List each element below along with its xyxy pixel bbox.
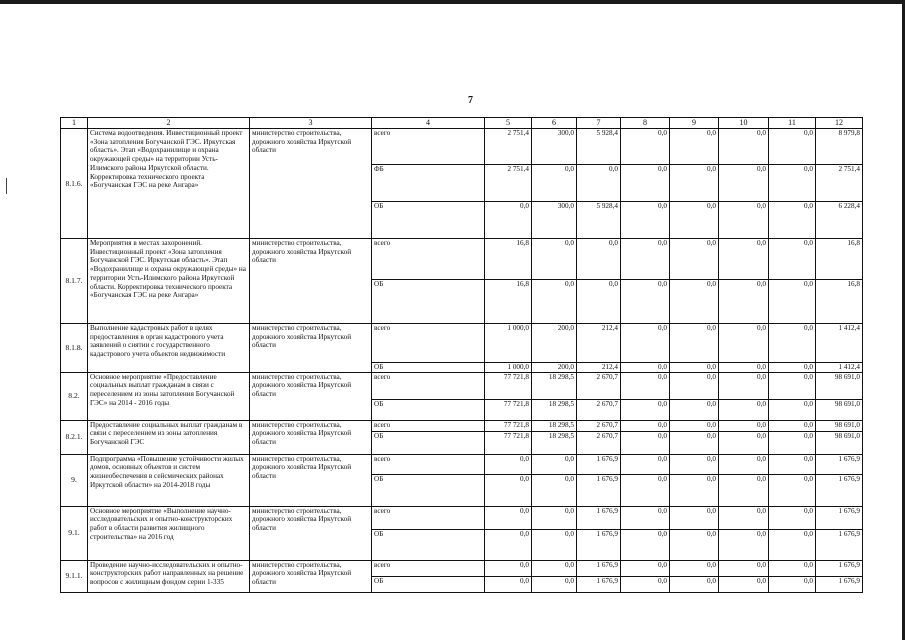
value-cell: 1 676,9: [577, 506, 621, 529]
item-name: Предоставление социальных выплат гражданам в связи с переселением из зоны затопления Богучанской ГЭС: [88, 420, 250, 454]
value-cell: 0,0: [769, 506, 816, 529]
value-cell: 1 000,0: [485, 323, 532, 362]
value-cell: 0,0: [670, 506, 719, 529]
funding-source: всего: [372, 454, 485, 474]
funding-source: ОБ: [372, 431, 485, 454]
value-cell: 0,0: [621, 431, 670, 454]
item-executor: министерство строительства, дорожного хозяйства Иркутской области: [250, 420, 372, 454]
column-header: 6: [532, 118, 577, 129]
total-value: 1 412,4: [816, 362, 863, 372]
column-header: 11: [769, 118, 816, 129]
table-row: [61, 238, 863, 279]
item-code: 8.2.1.: [61, 420, 88, 454]
value-cell: 0,0: [719, 362, 769, 372]
value-cell: 0,0: [719, 164, 769, 201]
item-executor: министерство строительства, дорожного хозяйства Иркутской области: [250, 238, 372, 323]
value-cell: 0,0: [670, 474, 719, 506]
value-cell: 0,0: [769, 399, 816, 420]
value-cell: 16,8: [485, 238, 532, 279]
value-cell: 0,0: [719, 560, 769, 576]
value-cell: 0,0: [719, 454, 769, 474]
value-cell: 18 298,5: [532, 399, 577, 420]
value-cell: 16,8: [485, 279, 532, 323]
value-cell: 200,0: [532, 323, 577, 362]
value-cell: 0,0: [621, 506, 670, 529]
item-executor: министерство строительства, дорожного хозяйства Иркутской области: [250, 372, 372, 420]
value-cell: 0,0: [769, 560, 816, 576]
value-cell: 0,0: [532, 560, 577, 576]
value-cell: 0,0: [532, 164, 577, 201]
value-cell: 300,0: [532, 201, 577, 238]
value-cell: 77 721,8: [485, 372, 532, 399]
total-value: 16,8: [816, 279, 863, 323]
value-cell: 0,0: [719, 128, 769, 164]
value-cell: 2 670,7: [577, 372, 621, 399]
value-cell: 0,0: [577, 238, 621, 279]
column-header: 4: [372, 118, 485, 129]
column-header: 1: [61, 118, 88, 129]
total-value: 8 979,8: [816, 128, 863, 164]
value-cell: 212,4: [577, 362, 621, 372]
value-cell: 0,0: [485, 560, 532, 576]
funding-source: ОБ: [372, 362, 485, 372]
value-cell: 0,0: [769, 576, 816, 592]
value-cell: 0,0: [769, 529, 816, 560]
value-cell: 0,0: [769, 164, 816, 201]
value-cell: 0,0: [577, 164, 621, 201]
value-cell: 0,0: [532, 474, 577, 506]
funding-source: ОБ: [372, 279, 485, 323]
value-cell: 0,0: [670, 372, 719, 399]
value-cell: 2 670,7: [577, 399, 621, 420]
value-cell: 0,0: [621, 164, 670, 201]
funding-source: всего: [372, 323, 485, 362]
value-cell: 5 928,4: [577, 128, 621, 164]
item-name: Подпрограмма «Повышение устойчивости жилых домов, основных объектов и систем жизнеобеспечения в сейсмических районах Иркутской области» на 2014-2018 годы: [88, 454, 250, 506]
total-value: 1 676,9: [816, 576, 863, 592]
column-header: 9: [670, 118, 719, 129]
funding-source: всего: [372, 238, 485, 279]
total-value: 16,8: [816, 238, 863, 279]
budget-table: [60, 117, 863, 593]
value-cell: 77 721,8: [485, 431, 532, 454]
value-cell: 0,0: [769, 372, 816, 399]
value-cell: 1 000,0: [485, 362, 532, 372]
value-cell: 0,0: [621, 529, 670, 560]
value-cell: 2 751,4: [485, 128, 532, 164]
value-cell: 0,0: [769, 279, 816, 323]
item-executor: министерство строительства, дорожного хозяйства Иркутской области: [250, 454, 372, 506]
value-cell: 0,0: [485, 201, 532, 238]
value-cell: 0,0: [532, 506, 577, 529]
total-value: 98 691,0: [816, 399, 863, 420]
value-cell: 77 721,8: [485, 420, 532, 431]
item-name: Основное мероприятие «Предоставление социальных выплат гражданам в связи с переселением из зоны затопления Богучанской ГЭС» на 2014 - 2016 годы: [88, 372, 250, 420]
funding-source: ОБ: [372, 576, 485, 592]
total-value: 1 676,9: [816, 560, 863, 576]
funding-source: всего: [372, 506, 485, 529]
page-number: 7: [468, 95, 473, 106]
funding-source: всего: [372, 128, 485, 164]
value-cell: 0,0: [769, 201, 816, 238]
value-cell: 212,4: [577, 323, 621, 362]
value-cell: 0,0: [485, 474, 532, 506]
value-cell: 0,0: [532, 279, 577, 323]
funding-source: ФБ: [372, 164, 485, 201]
total-value: 6 228,4: [816, 201, 863, 238]
total-value: 1 676,9: [816, 454, 863, 474]
value-cell: 0,0: [719, 399, 769, 420]
item-executor: министерство строительства, дорожного хозяйства Иркутской области: [250, 506, 372, 560]
value-cell: 0,0: [670, 420, 719, 431]
value-cell: 0,0: [719, 372, 769, 399]
value-cell: 0,0: [719, 279, 769, 323]
value-cell: 0,0: [719, 506, 769, 529]
column-header-row: [61, 118, 863, 129]
value-cell: 0,0: [670, 576, 719, 592]
value-cell: 300,0: [532, 128, 577, 164]
item-code: 8.1.7.: [61, 238, 88, 323]
value-cell: 0,0: [670, 431, 719, 454]
value-cell: 0,0: [719, 474, 769, 506]
column-header: 5: [485, 118, 532, 129]
value-cell: 0,0: [621, 560, 670, 576]
value-cell: 0,0: [621, 279, 670, 323]
column-header: 8: [621, 118, 670, 129]
item-name: Система водоотведения. Инвестиционный проект «Зона затопления Богучанской ГЭС. Иркутская область». Этап «Водохранилище и охрана окружающей среды» на территории Усть-Илимского района Иркутской области. Корректировка технического проекта «Богучанская ГЭС на реке Ангара»: [88, 128, 250, 238]
value-cell: 0,0: [532, 529, 577, 560]
value-cell: 0,0: [769, 474, 816, 506]
total-value: 98 691,0: [816, 431, 863, 454]
total-value: 98 691,0: [816, 420, 863, 431]
value-cell: 0,0: [670, 560, 719, 576]
value-cell: 0,0: [769, 420, 816, 431]
item-name: Основное мероприятие «Выполнение научно-исследовательских и опытно-конструкторских работ в области развития жилищного строительства» на 2016 год: [88, 506, 250, 560]
value-cell: 0,0: [670, 164, 719, 201]
value-cell: 1 676,9: [577, 576, 621, 592]
value-cell: 0,0: [719, 576, 769, 592]
item-name: Мероприятия в местах захоронений. Инвестиционный проект «Зона затопления Богучанской ГЭС. Иркутская область». Этап «Водохранилище и охрана окружающей среды» на территории Усть-Илимского района Иркутской области. Корректировка технического проекта «Богучанская ГЭС на реке Ангара»: [88, 238, 250, 323]
item-code: 8.1.6.: [61, 128, 88, 238]
value-cell: 0,0: [621, 454, 670, 474]
value-cell: 0,0: [485, 529, 532, 560]
scan-border-top: [0, 0, 905, 4]
funding-source: всего: [372, 372, 485, 399]
table-row: [61, 560, 863, 576]
value-cell: 0,0: [621, 128, 670, 164]
value-cell: 0,0: [621, 372, 670, 399]
table-row: [61, 506, 863, 529]
column-header: 12: [816, 118, 863, 129]
value-cell: 0,0: [532, 238, 577, 279]
total-value: 98 691,0: [816, 372, 863, 399]
value-cell: 1 676,9: [577, 474, 621, 506]
funding-source: ОБ: [372, 474, 485, 506]
value-cell: 0,0: [621, 238, 670, 279]
value-cell: 0,0: [621, 362, 670, 372]
value-cell: 1 676,9: [577, 454, 621, 474]
value-cell: 2 670,7: [577, 431, 621, 454]
value-cell: 0,0: [670, 529, 719, 560]
funding-source: ОБ: [372, 529, 485, 560]
value-cell: 1 676,9: [577, 529, 621, 560]
value-cell: 0,0: [769, 431, 816, 454]
total-value: 2 751,4: [816, 164, 863, 201]
column-header: 10: [719, 118, 769, 129]
value-cell: 0,0: [769, 128, 816, 164]
value-cell: 0,0: [719, 420, 769, 431]
table-row: [61, 454, 863, 474]
value-cell: 0,0: [670, 323, 719, 362]
table-row: [61, 420, 863, 431]
value-cell: 18 298,5: [532, 420, 577, 431]
value-cell: 0,0: [719, 238, 769, 279]
item-code: 9.1.1.: [61, 560, 88, 592]
value-cell: 0,0: [621, 323, 670, 362]
value-cell: 0,0: [670, 279, 719, 323]
funding-source: всего: [372, 560, 485, 576]
value-cell: 0,0: [670, 362, 719, 372]
item-code: 9.1.: [61, 506, 88, 560]
value-cell: 0,0: [670, 128, 719, 164]
value-cell: 0,0: [670, 399, 719, 420]
value-cell: 2 670,7: [577, 420, 621, 431]
item-executor: министерство строительства, дорожного хозяйства Иркутской области: [250, 323, 372, 372]
funding-source: ОБ: [372, 201, 485, 238]
table-row: [61, 323, 863, 362]
item-code: 8.1.8.: [61, 323, 88, 372]
value-cell: 0,0: [719, 431, 769, 454]
column-header: 7: [577, 118, 621, 129]
value-cell: 0,0: [719, 201, 769, 238]
value-cell: 0,0: [769, 238, 816, 279]
item-executor: министерство строительства, дорожного хозяйства Иркутской области: [250, 560, 372, 592]
value-cell: 0,0: [577, 279, 621, 323]
value-cell: 0,0: [485, 454, 532, 474]
value-cell: 77 721,8: [485, 399, 532, 420]
total-value: 1 676,9: [816, 529, 863, 560]
value-cell: 1 676,9: [577, 560, 621, 576]
item-executor: министерство строительства, дорожного хозяйства Иркутской области: [250, 128, 372, 238]
item-name: Проведение научно-исследовательских и опытно-конструкторских работ направленных на решение вопросов с жилищным фондом серии 1-335: [88, 560, 250, 592]
value-cell: 18 298,5: [532, 372, 577, 399]
value-cell: 0,0: [769, 454, 816, 474]
value-cell: 0,0: [621, 399, 670, 420]
value-cell: 0,0: [485, 576, 532, 592]
value-cell: 5 928,4: [577, 201, 621, 238]
value-cell: 200,0: [532, 362, 577, 372]
item-code: 8.2.: [61, 372, 88, 420]
total-value: 1 676,9: [816, 506, 863, 529]
value-cell: 0,0: [719, 529, 769, 560]
table-row: [61, 128, 863, 164]
value-cell: 0,0: [621, 576, 670, 592]
value-cell: 0,0: [621, 420, 670, 431]
funding-source: всего: [372, 420, 485, 431]
value-cell: 0,0: [769, 362, 816, 372]
value-cell: 18 298,5: [532, 431, 577, 454]
value-cell: 0,0: [532, 454, 577, 474]
value-cell: 2 751,4: [485, 164, 532, 201]
value-cell: 0,0: [719, 323, 769, 362]
value-cell: 0,0: [532, 576, 577, 592]
scan-mark: [6, 178, 7, 194]
item-name: Выполнение кадастровых работ в целях предоставления в орган кадастрового учета заявлений о снятии с государственного кадастрового учета объектов недвижимости: [88, 323, 250, 372]
table-row: [61, 372, 863, 399]
value-cell: 0,0: [485, 506, 532, 529]
funding-source: ОБ: [372, 399, 485, 420]
value-cell: 0,0: [621, 474, 670, 506]
value-cell: 0,0: [670, 454, 719, 474]
value-cell: 0,0: [769, 323, 816, 362]
column-header: 3: [250, 118, 372, 129]
value-cell: 0,0: [670, 201, 719, 238]
total-value: 1 676,9: [816, 474, 863, 506]
value-cell: 0,0: [621, 201, 670, 238]
item-code: 9.: [61, 454, 88, 506]
value-cell: 0,0: [670, 238, 719, 279]
total-value: 1 412,4: [816, 323, 863, 362]
column-header: 2: [88, 118, 250, 129]
